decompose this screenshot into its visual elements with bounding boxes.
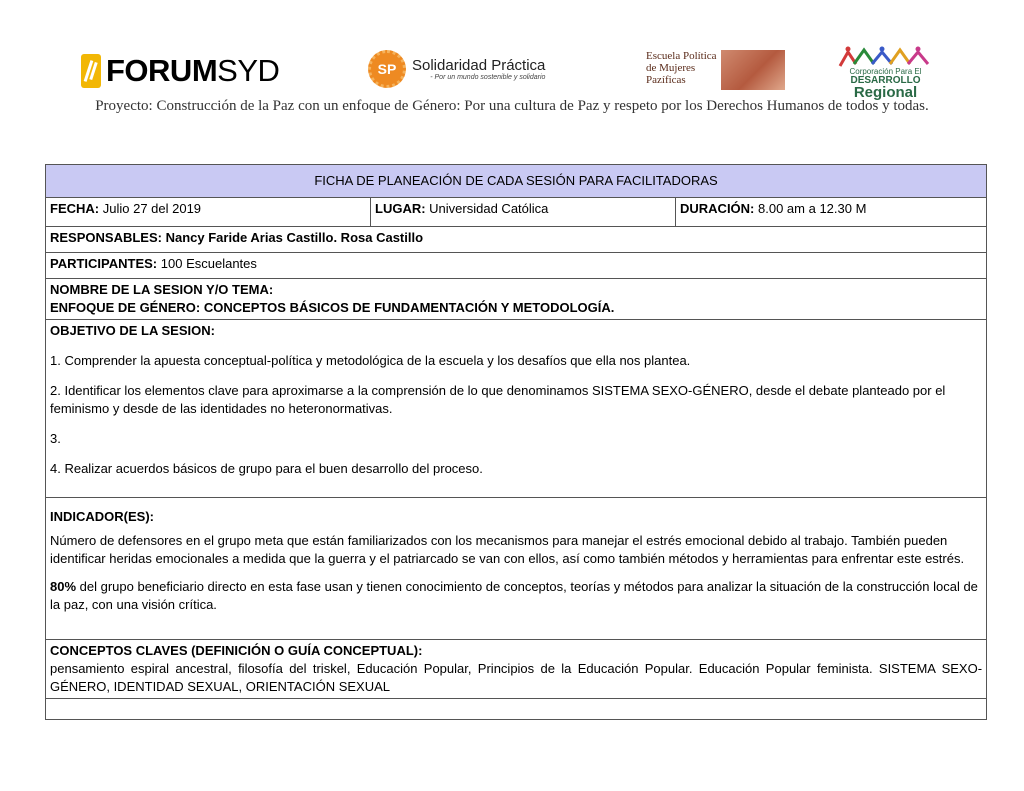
empty-row [46, 699, 987, 720]
indicador-percent: 80% [50, 579, 77, 594]
objetivo-label: OBJETIVO DE LA SESION: [50, 323, 215, 338]
responsables-cell [46, 227, 987, 253]
escuela-line-1: Escuela Política [646, 50, 717, 62]
indicadores-label: INDICADOR(ES): [50, 509, 154, 524]
solidaridad-practica-logo [368, 50, 545, 88]
objetivo-item-3: 3. [50, 431, 61, 446]
objetivo-cell [46, 320, 987, 498]
duracion-cell [676, 198, 987, 227]
forumsyd-mark-icon [81, 54, 101, 88]
tema-value: ENFOQUE DE GÉNERO: CONCEPTOS BÁSICOS DE FUNDAMENTACIÓN Y METODOLOGÍA. [50, 300, 615, 315]
participantes-value: 100 Escuelantes [160, 256, 257, 271]
tema-label: NOMBRE DE LA SESION Y/O TEMA: [50, 282, 274, 297]
conceptos-label: CONCEPTOS CLAVES (DEFINICIÓN O GUÍA CONCEPTUAL): [50, 643, 423, 658]
logo-bar [0, 0, 1024, 100]
indicador-paragraph-2-text: del grupo beneficiario directo en esta fase usan y tienen conocimiento de conceptos, teorías y métodos para analizar la situación de la construcción local de la paz, con una visión crítica. [50, 579, 978, 612]
corporacion-line-1: Corporación Para El [849, 67, 922, 76]
corporacion-desarrollo-regional-logo [833, 46, 938, 100]
objetivo-item-1: 1. Comprender la apuesta conceptual-política y metodológica de la escuela y los desafíos que ella nos plantea. [50, 353, 691, 368]
conceptos-value: pensamiento espiral ancestral, filosofía del triskel, Educación Popular, Principios de la Educación Popular. Educación Popular feminista. SISTEMA SEXO-GÉNERO, IDENTIDAD SEXUAL, ORIENTACIÓN SEXUAL [50, 661, 983, 694]
indicador-paragraph-2 [50, 578, 982, 614]
sp-sun-icon: SP [368, 50, 406, 88]
forumsyd-light: SYD [217, 53, 280, 88]
escuela-politica-logo [646, 50, 785, 90]
escuela-line-2: de Mujeres [646, 62, 696, 74]
tema-cell [46, 279, 987, 320]
fecha-value: Julio 27 del 2019 [102, 201, 202, 216]
forumsyd-logo [81, 52, 279, 90]
indicador-paragraph-1: Número de defensores en el grupo meta que están familiarizados con los mecanismos para manejar el estrés emocional debido al trabajo. También pueden identificar heridas emocionales a medida que la guerra y el patriarcado se van con ellos, así como también métodos y herramientas para enfrentar este estrés. [50, 533, 965, 566]
sp-name: Solidaridad Práctica [412, 56, 546, 74]
corporacion-line-2: DESARROLLO [850, 75, 921, 86]
forumsyd-bold: FORUM [106, 53, 218, 88]
session-planning-form [45, 164, 987, 720]
responsables-label: RESPONSABLES: [50, 230, 162, 245]
lugar-cell [371, 198, 676, 227]
lugar-label: LUGAR: [375, 201, 426, 216]
participantes-cell [46, 253, 987, 279]
escuela-line-3: Pazíficas [646, 74, 686, 86]
indicadores-cell [46, 498, 987, 640]
form-title: FICHA DE PLANEACIÓN DE CADA SESIÓN PARA FACILITADORAS [46, 165, 987, 198]
corporacion-line-3: Regional [853, 84, 918, 101]
responsables-value: Nancy Faride Arias Castillo. Rosa Castillo [165, 230, 424, 245]
duracion-value: 8.00 am a 12.30 M [758, 201, 867, 216]
lugar-value: Universidad Católica [429, 201, 549, 216]
duracion-label: DURACIÓN: [680, 201, 755, 216]
project-title: Proyecto: Construcción de la Paz con un enfoque de Género: Por una cultura de Paz y respeto por los Derechos Humanos de todos y todas. [95, 98, 929, 114]
participantes-label: PARTICIPANTES: [50, 256, 158, 271]
fecha-label: FECHA: [50, 201, 100, 216]
objetivo-item-4: 4. Realizar acuerdos básicos de grupo para el buen desarrollo del proceso. [50, 461, 483, 476]
objetivo-item-2: 2. Identificar los elementos clave para aproximarse a la comprensión de lo que denominamos SISTEMA SEXO-GÉNERO, desde el debate planteado por el feminismo y desde de las identidades no heteronormativas. [50, 383, 946, 416]
sp-tagline: - Por un mundo sostenible y solidario [430, 73, 546, 81]
conceptos-cell [46, 640, 987, 699]
fecha-cell [46, 198, 371, 227]
people-figures-icon [836, 46, 936, 68]
escuela-hands-image-icon [721, 50, 785, 90]
